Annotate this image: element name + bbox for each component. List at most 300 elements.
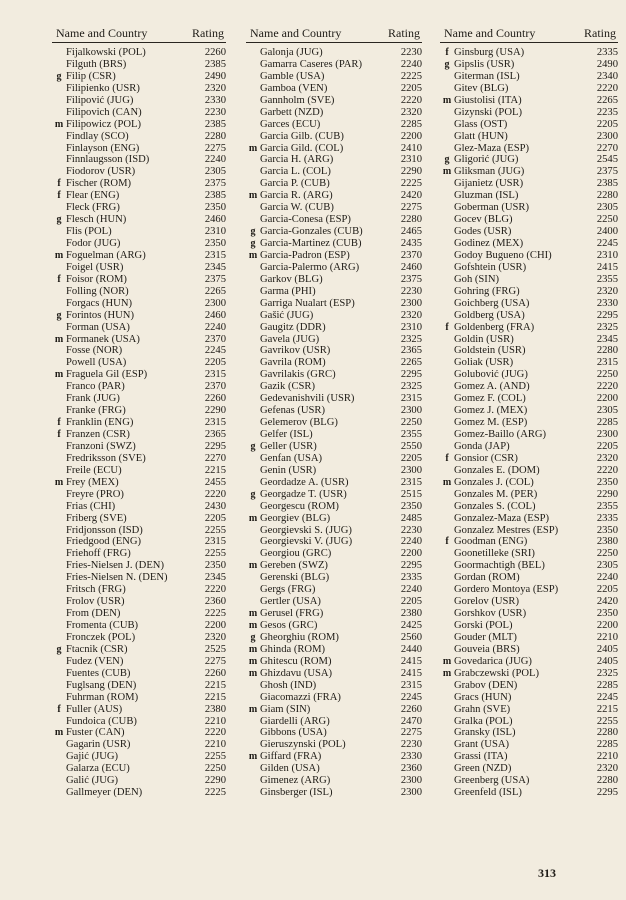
player-row [440, 620, 618, 632]
player-name: Garcia P. (CUB) [260, 178, 330, 190]
player-name: Finlayson (ENG) [66, 142, 140, 154]
player-rating: 2460 [204, 309, 226, 321]
player-name: Gluzman (ISL) [454, 190, 519, 202]
player-row [52, 620, 226, 632]
player-name: Fridjonsson (ISD) [66, 524, 143, 536]
player-rating: 2295 [400, 560, 422, 572]
player-name: Gavela (JUG) [260, 333, 320, 345]
player-rating: 2320 [596, 763, 618, 775]
player-rating: 2295 [596, 309, 618, 321]
player-name: Findlay (SCO) [66, 130, 129, 142]
player-name: Garcia-Martinez (CUB) [260, 238, 362, 249]
player-rating: 2310 [400, 321, 422, 333]
player-name: Powell (USA) [66, 357, 127, 369]
player-row [246, 572, 422, 584]
player-row [246, 59, 422, 71]
player-rating: 2295 [204, 440, 226, 452]
player-name: Fraguela Gil (ESP) [66, 369, 148, 381]
player-row [246, 154, 422, 166]
player-name: Grant (USA) [454, 739, 510, 751]
player-rating: 2360 [204, 596, 226, 608]
player-name: Formanek (USA) [66, 333, 140, 345]
player-row [52, 262, 226, 274]
player-row [52, 131, 226, 143]
title-mark: m [54, 249, 64, 261]
title-mark: m [248, 655, 258, 667]
player-name: Giacomazzi (FRA) [260, 691, 341, 703]
player-row [440, 107, 618, 119]
player-row [246, 632, 422, 644]
player-row [52, 441, 226, 453]
player-row [440, 166, 618, 178]
player-name: Gheorghiu (ROM) [260, 631, 339, 643]
player-row [440, 441, 618, 453]
player-rating: 2220 [204, 727, 226, 739]
player-rating: 2255 [596, 715, 618, 727]
player-rating: 2205 [204, 357, 226, 369]
player-name: Georgievski V. (JUG) [260, 536, 353, 548]
player-rating: 2225 [400, 70, 422, 82]
player-rating: 2300 [400, 405, 422, 417]
title-mark: m [248, 608, 258, 620]
player-row [246, 441, 422, 453]
player-rating: 2355 [596, 273, 618, 285]
player-name: Fritsch (FRG) [66, 584, 126, 596]
player-name: Gannholm (SVE) [260, 94, 335, 106]
player-row [52, 405, 226, 417]
title-mark: m [248, 249, 258, 261]
title-mark: m [442, 667, 452, 679]
player-row [52, 680, 226, 692]
player-row [246, 584, 422, 596]
player-name: Gonzalez-Maza (ESP) [454, 512, 550, 524]
player-rating: 2280 [596, 190, 618, 202]
player-rating: 2420 [400, 190, 422, 202]
player-rating: 2330 [596, 297, 618, 309]
title-mark: g [56, 214, 62, 226]
player-row [52, 596, 226, 608]
player-row [52, 286, 226, 298]
player-rating: 2220 [596, 464, 618, 476]
player-name: Gelfer (ISL) [260, 429, 313, 440]
player-rating: 2370 [204, 333, 226, 345]
player-rating: 2415 [596, 261, 618, 273]
player-name: Fleck (FRG) [66, 202, 120, 214]
player-row [246, 489, 422, 501]
title-mark: g [250, 440, 256, 452]
player-name: Gimenez (ARG) [260, 775, 331, 787]
player-name: Georgiev (BLG) [260, 512, 331, 524]
player-name: Giardelli (ARG) [260, 715, 330, 727]
player-row [246, 357, 422, 369]
player-row [52, 739, 226, 751]
player-rating: 2330 [204, 94, 226, 106]
player-rating: 2205 [400, 596, 422, 608]
player-rating: 2255 [204, 751, 226, 763]
player-name: Glass (OST) [454, 118, 508, 130]
player-name: Gohring (FRG) [454, 285, 520, 297]
player-rating: 2305 [204, 166, 226, 178]
player-rating: 2215 [204, 464, 226, 476]
player-name: Friberg (SVE) [66, 512, 127, 524]
player-row [246, 453, 422, 465]
player-row [52, 536, 226, 548]
player-rating: 2240 [400, 536, 422, 548]
player-name: Garcia-Padron (ESP) [260, 249, 350, 261]
player-rating: 2265 [400, 357, 422, 369]
player-row [440, 405, 618, 417]
player-row [246, 250, 422, 262]
player-row [440, 501, 618, 513]
title-mark: m [54, 727, 64, 739]
player-name: Ftacnik (CSR) [66, 643, 128, 655]
player-rating: 2295 [596, 787, 618, 799]
player-row [246, 226, 422, 238]
player-name: Gordan (ROM) [454, 572, 520, 584]
player-name: Filipowicz (POL) [66, 118, 142, 130]
player-name: Goldenberg (FRA) [454, 321, 535, 333]
player-name: Govedarica (JUG) [454, 655, 532, 667]
player-row [246, 47, 422, 59]
player-name: Georgescu (ROM) [260, 500, 339, 512]
player-row [246, 465, 422, 477]
player-rating: 2380 [400, 608, 422, 620]
player-name: Grabov (DEN) [454, 679, 518, 691]
player-name: Frias (CHI) [66, 500, 116, 512]
player-name: Grassi (ITA) [454, 751, 508, 763]
player-row [440, 95, 618, 107]
player-name: Ghinda (ROM) [260, 643, 326, 655]
player-name: Forgacs (HUN) [66, 297, 133, 309]
player-rating: 2375 [204, 178, 226, 190]
title-mark: f [445, 536, 449, 548]
player-name: Gocev (BLG) [454, 214, 513, 226]
player-name: Fosse (NOR) [66, 345, 123, 357]
player-name: Fuller (AUS) [66, 703, 123, 715]
player-row [440, 298, 618, 310]
player-rating: 2305 [596, 202, 618, 214]
player-name: Gagarin (USR) [66, 739, 131, 751]
player-rating: 2330 [400, 751, 422, 763]
player-rating: 2255 [204, 548, 226, 560]
rating-heading: Rating [584, 26, 616, 40]
player-name: Gonsior (CSR) [454, 452, 518, 464]
player-row [246, 405, 422, 417]
player-rating: 2365 [400, 345, 422, 357]
player-rating: 2350 [204, 560, 226, 572]
title-mark: m [248, 512, 258, 524]
player-row [52, 381, 226, 393]
player-name: Ghosh (IND) [260, 679, 317, 691]
player-row [52, 298, 226, 310]
player-rating: 2215 [596, 703, 618, 715]
title-mark: f [57, 273, 61, 285]
player-rating: 2230 [400, 739, 422, 751]
title-mark: m [54, 476, 64, 488]
player-name: Garbett (NZD) [260, 106, 324, 118]
player-rating: 2210 [596, 631, 618, 643]
player-rating: 2260 [204, 47, 226, 58]
player-rating: 2250 [400, 417, 422, 429]
player-row [246, 131, 422, 143]
player-rating: 2200 [596, 620, 618, 631]
player-name: Gracs (HUN) [454, 691, 512, 703]
player-rating: 2425 [400, 620, 422, 631]
player-name: Godinez (MEX) [454, 238, 524, 249]
player-row [52, 393, 226, 405]
player-row [52, 608, 226, 620]
player-rating: 2375 [400, 273, 422, 285]
player-rating: 2380 [204, 703, 226, 715]
player-rating: 2320 [204, 631, 226, 643]
player-name: Godes (USR) [454, 226, 512, 238]
player-row [440, 751, 618, 763]
column-header [440, 24, 618, 43]
player-rating: 2375 [204, 273, 226, 285]
player-rating: 2250 [204, 763, 226, 775]
player-name: Greenfeld (ISL) [454, 787, 522, 799]
player-name: Garkov (BLG) [260, 273, 323, 285]
title-mark: g [250, 226, 256, 238]
player-row [440, 381, 618, 393]
player-rating: 2385 [204, 118, 226, 130]
player-row [52, 95, 226, 107]
player-name: Geordadze A. (USR) [260, 476, 349, 488]
player-rating: 2455 [204, 476, 226, 488]
player-name: Franke (FRG) [66, 405, 126, 417]
player-rating: 2265 [596, 94, 618, 106]
player-name: Goldin (USR) [454, 333, 514, 345]
player-rating: 2490 [596, 58, 618, 70]
player-row [440, 310, 618, 322]
player-rating: 2240 [204, 321, 226, 333]
player-rating: 2200 [204, 620, 226, 631]
player-row [246, 369, 422, 381]
player-row [52, 704, 226, 716]
title-mark: m [54, 118, 64, 130]
player-rating: 2290 [204, 775, 226, 787]
player-name: Goodman (ENG) [454, 536, 528, 548]
player-name: Fundoica (CUB) [66, 715, 137, 727]
title-mark: m [248, 142, 258, 154]
player-row [52, 83, 226, 95]
player-rating: 2280 [596, 775, 618, 787]
player-row [246, 417, 422, 429]
player-name: Gonzales S. (COL) [454, 500, 536, 512]
player-name: Filguth (BRS) [66, 58, 127, 70]
player-name: Galonja (JUG) [260, 47, 323, 58]
player-row [52, 525, 226, 537]
player-row [440, 238, 618, 250]
player-row [440, 608, 618, 620]
player-rating: 2360 [400, 763, 422, 775]
player-row [52, 107, 226, 119]
player-name: Fromenta (CUB) [66, 620, 139, 631]
player-name: Gomez F. (COL) [454, 393, 526, 405]
player-name: Gerusel (FRG) [260, 608, 324, 620]
player-name: Gofshtein (USR) [454, 261, 527, 273]
title-mark: g [444, 58, 450, 70]
player-name: Filipovich (CAN) [66, 106, 142, 118]
player-rating: 2345 [596, 333, 618, 345]
player-row [52, 548, 226, 560]
player-name: Green (NZD) [454, 763, 512, 775]
title-mark: m [442, 94, 452, 106]
name-country-heading: Name and Country [444, 26, 536, 40]
player-rating: 2240 [400, 58, 422, 70]
player-row [440, 154, 618, 166]
player-rating: 2460 [204, 214, 226, 226]
player-rating: 2370 [400, 249, 422, 261]
player-row [440, 322, 618, 334]
player-rating: 2345 [204, 261, 226, 273]
player-name: Folling (NOR) [66, 285, 129, 297]
player-rating: 2280 [596, 345, 618, 357]
title-mark: f [445, 47, 449, 58]
player-name: Goonetilleke (SRI) [454, 548, 535, 560]
player-row [52, 751, 226, 763]
title-mark: m [248, 667, 258, 679]
player-name: Gergs (FRG) [260, 584, 316, 596]
player-rating: 2275 [204, 655, 226, 667]
player-row [440, 59, 618, 71]
player-row [440, 787, 618, 799]
player-row [246, 525, 422, 537]
player-row [246, 322, 422, 334]
player-row [52, 310, 226, 322]
player-rating: 2290 [596, 488, 618, 500]
player-rating: 2230 [400, 524, 422, 536]
title-mark: f [57, 178, 61, 190]
player-name: Gavrikov (USR) [260, 345, 331, 357]
player-name: Ghizdavu (USA) [260, 667, 333, 679]
player-row [246, 107, 422, 119]
player-row [246, 429, 422, 441]
player-name: Gipslis (USR) [454, 58, 515, 70]
player-row [246, 680, 422, 692]
player-name: Gouder (MLT) [454, 631, 517, 643]
player-row [246, 190, 422, 202]
player-row [52, 477, 226, 489]
player-name: Gonzales J. (COL) [454, 476, 534, 488]
page-number: 313 [538, 866, 556, 880]
player-name: Gijanietz (USR) [454, 178, 524, 190]
player-row [440, 668, 618, 680]
player-name: Ginsburg (USA) [454, 47, 525, 58]
player-row [246, 477, 422, 489]
player-name: Garcia-Conesa (ESP) [260, 214, 351, 226]
player-rating: 2220 [596, 381, 618, 393]
player-rating: 2250 [596, 369, 618, 381]
player-name: Friedgood (ENG) [66, 536, 142, 548]
column-header [246, 24, 422, 43]
player-rating: 2325 [400, 381, 422, 393]
player-rating: 2260 [400, 703, 422, 715]
player-name: Gorski (POL) [454, 620, 513, 631]
player-name: Giterman (ISL) [454, 70, 520, 82]
player-name: Gomez A. (AND) [454, 381, 530, 393]
title-mark: f [57, 190, 61, 202]
player-row [246, 775, 422, 787]
player-row [440, 763, 618, 775]
player-name: Garcia H. (ARG) [260, 154, 334, 166]
title-mark: f [57, 703, 61, 715]
player-row [440, 190, 618, 202]
player-name: Gonda (JAP) [454, 440, 510, 452]
title-mark: g [56, 70, 62, 82]
player-list [440, 47, 618, 799]
player-row [52, 202, 226, 214]
player-name: Fredriksson (SVE) [66, 452, 146, 464]
player-name: Gieruszynski (POL) [260, 739, 346, 751]
player-row [440, 525, 618, 537]
player-name: Gazik (CSR) [260, 381, 316, 393]
player-row [246, 536, 422, 548]
player-rating: 2290 [204, 405, 226, 417]
player-name: Franzoni (SWZ) [66, 440, 136, 452]
player-row [246, 656, 422, 668]
player-rating: 2215 [204, 691, 226, 703]
player-rating: 2225 [204, 608, 226, 620]
player-name: Glatt (HUN) [454, 130, 508, 142]
player-row [440, 178, 618, 190]
player-name: Gavrila (ROM) [260, 357, 326, 369]
player-name: Fuster (CAN) [66, 727, 125, 739]
player-name: Forman (USA) [66, 321, 130, 333]
player-row [440, 596, 618, 608]
player-rating: 2320 [204, 82, 226, 94]
player-row [52, 644, 226, 656]
player-row [440, 513, 618, 525]
player-name: Gonzales M. (PER) [454, 488, 538, 500]
player-rating: 2550 [400, 440, 422, 452]
player-name: Fuhrman (ROM) [66, 691, 139, 703]
player-rating: 2230 [400, 285, 422, 297]
player-row [52, 119, 226, 131]
player-name: Flear (ENG) [66, 190, 120, 202]
player-row [246, 298, 422, 310]
player-rating: 2275 [400, 202, 422, 214]
title-mark: g [56, 309, 62, 321]
player-rating: 2205 [400, 82, 422, 94]
player-rating: 2320 [400, 106, 422, 118]
player-row [52, 154, 226, 166]
title-mark: g [250, 488, 256, 500]
player-name: Garma (PHI) [260, 285, 316, 297]
player-rating: 2460 [400, 261, 422, 273]
player-name: Fudez (VEN) [66, 655, 124, 667]
player-rating: 2315 [400, 393, 422, 405]
player-row [246, 727, 422, 739]
player-name: Friehoff (FRG) [66, 548, 131, 560]
player-row [246, 334, 422, 346]
player-rating: 2405 [596, 643, 618, 655]
player-name: Gouveia (BRS) [454, 643, 520, 655]
player-row [440, 560, 618, 572]
player-row [440, 262, 618, 274]
player-row [52, 143, 226, 155]
player-row [440, 704, 618, 716]
player-row [246, 787, 422, 799]
player-rating: 2310 [400, 154, 422, 166]
player-row [440, 584, 618, 596]
player-name: Gomez J. (MEX) [454, 405, 528, 417]
player-row [246, 692, 422, 704]
title-mark: f [445, 452, 449, 464]
player-name: Fuentes (CUB) [66, 667, 131, 679]
player-rating: 2210 [204, 715, 226, 727]
player-name: Gefenas (USR) [260, 405, 326, 417]
